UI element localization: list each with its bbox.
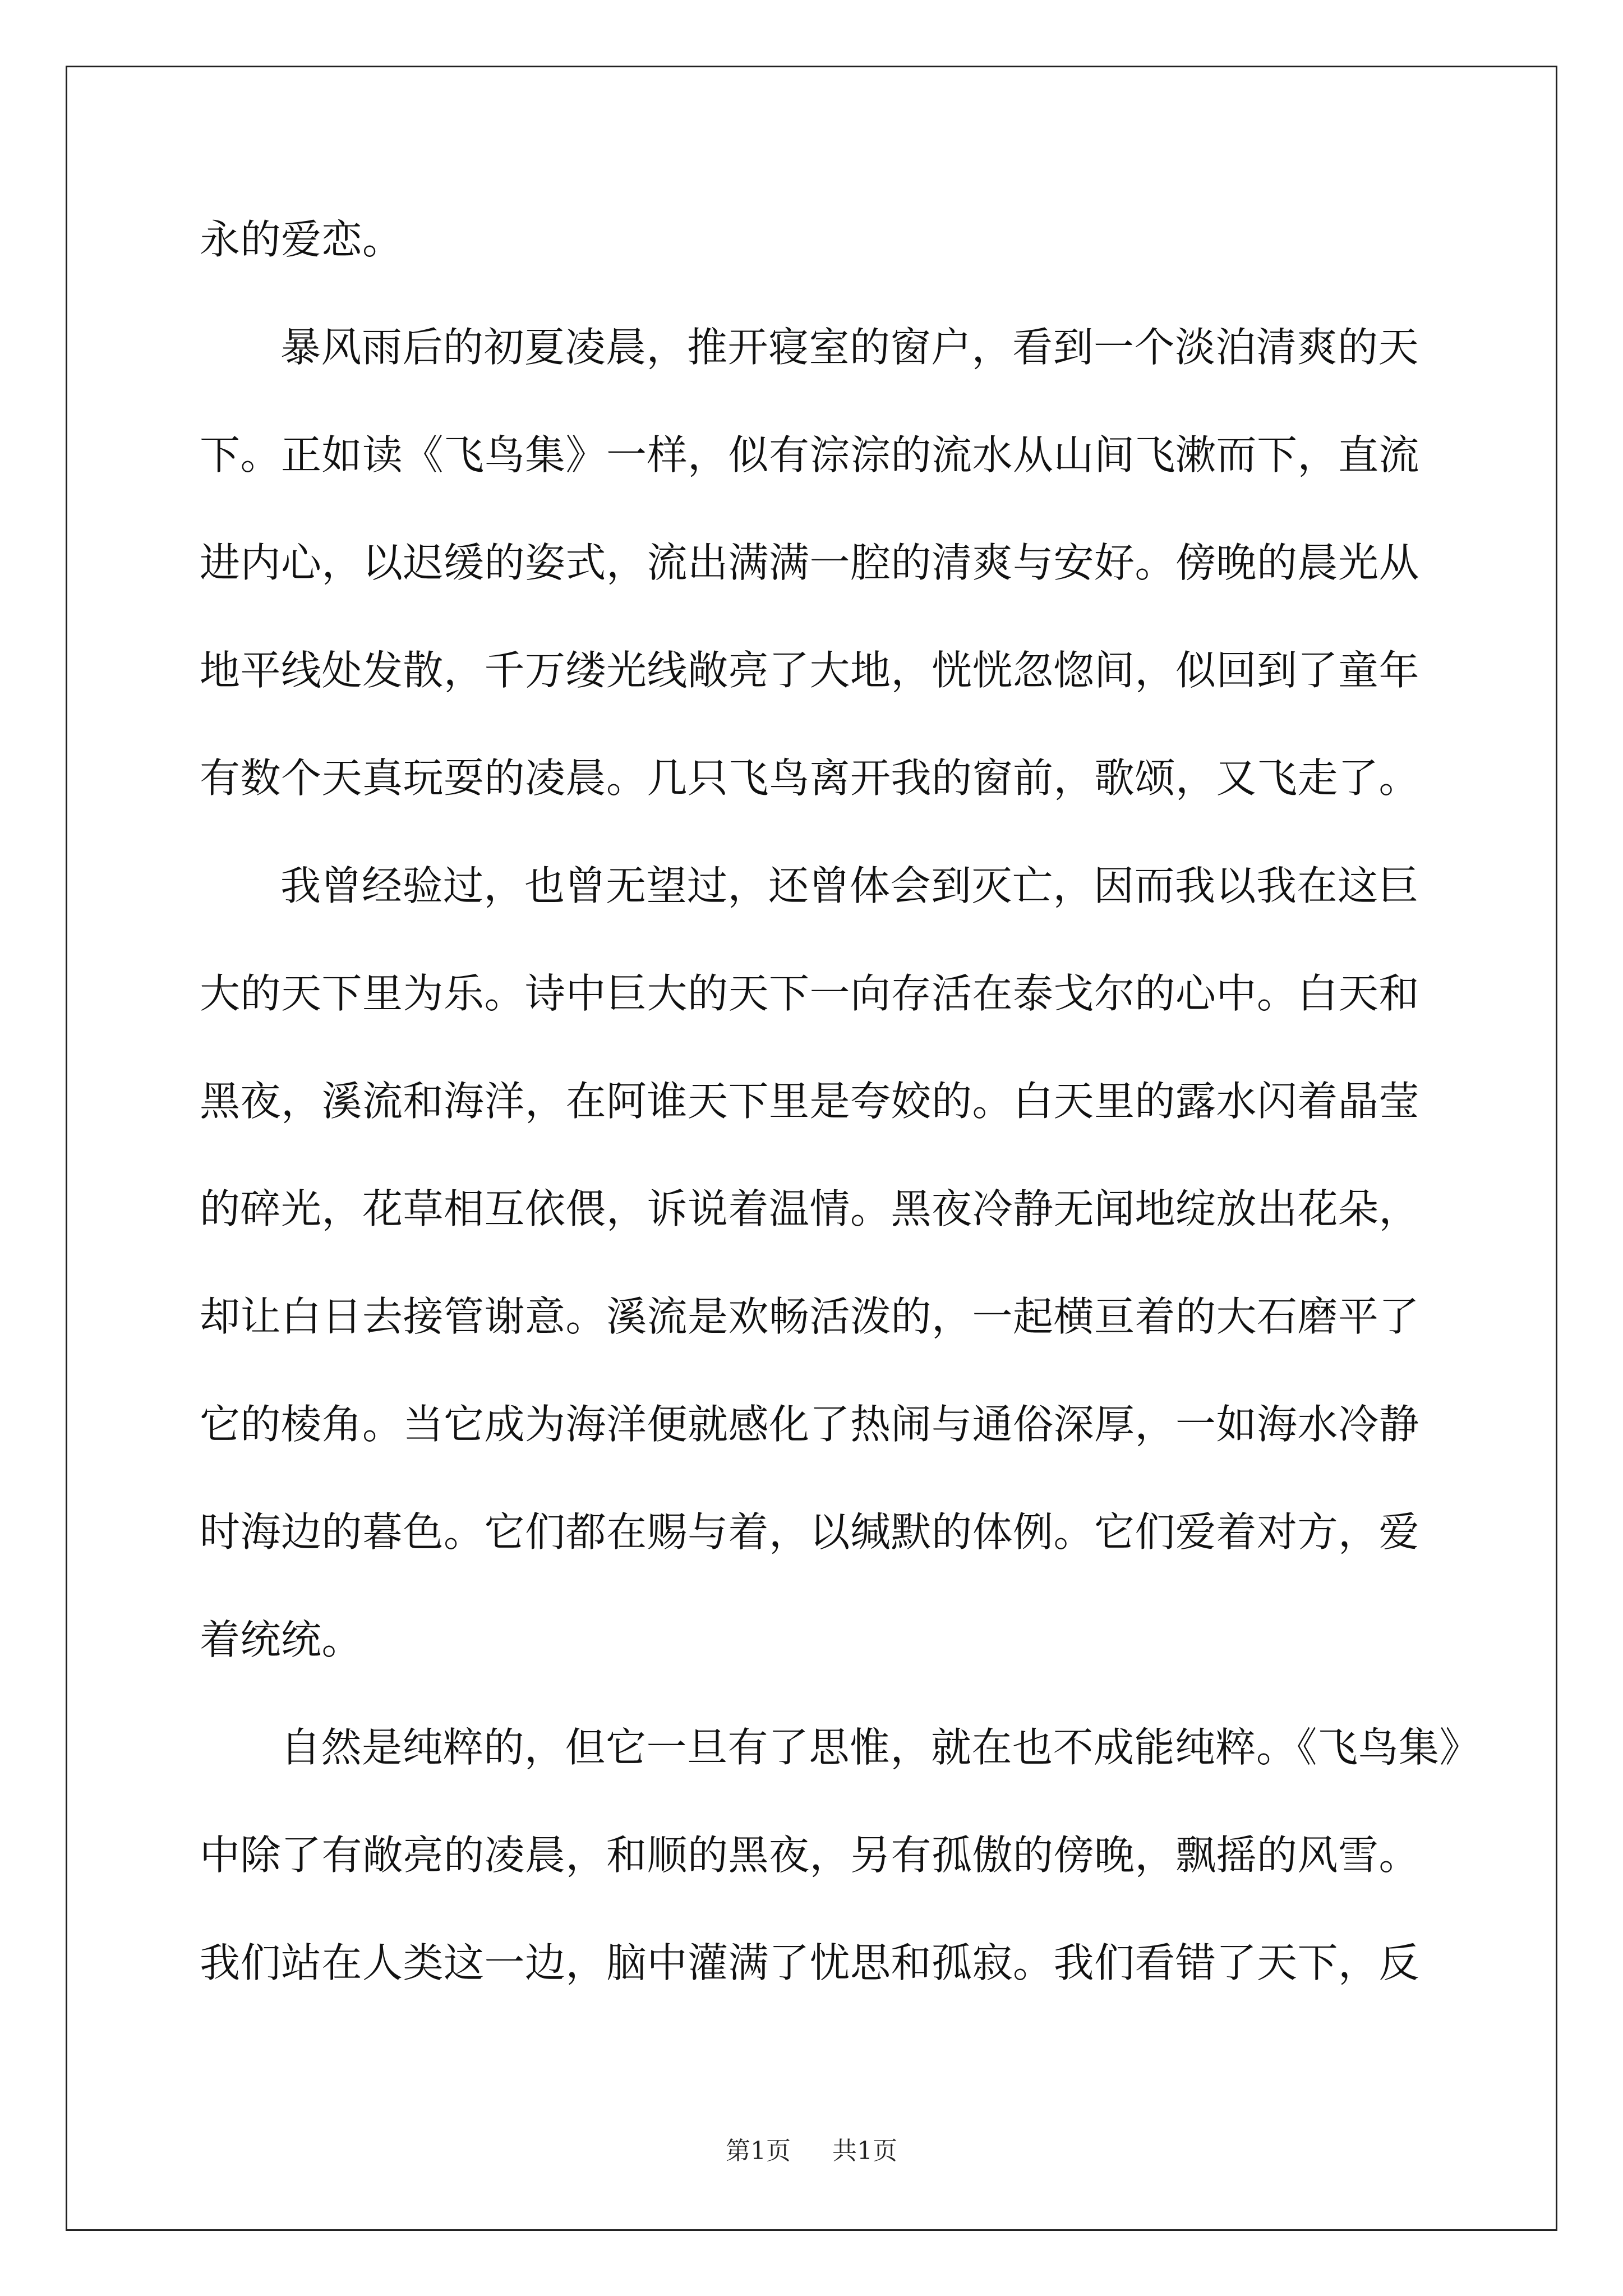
- paragraph-start-line: 暴风雨后的初夏凌晨，推开寝室的窗户，看到一个淡泊清爽的天: [280, 324, 1419, 371]
- text-line: 地平线处发散，千万缕光线敞亮了大地，恍恍忽惚间，似回到了童年: [200, 647, 1420, 694]
- text-line: 着统统。: [200, 1616, 363, 1663]
- paragraph-start-line: 自然是纯粹的，但它一旦有了思惟，就在也不成能纯粹。《飞鸟集》: [280, 1724, 1481, 1771]
- page-total: 共1页: [832, 2137, 897, 2165]
- text-line: 它的棱角。当它成为海洋便就感化了热闹与通俗深厚，一如海水冷静: [200, 1401, 1420, 1448]
- text-line: 下。正如读《飞鸟集》一样，似有淙淙的流水从山间飞漱而下，直流: [200, 431, 1420, 478]
- page-border: [66, 66, 1557, 2231]
- text-line: 的碎光，花草相互依偎，诉说着温情。黑夜冷静无闻地绽放出花朵，: [200, 1185, 1420, 1232]
- text-line: 有数个天真玩耍的凌晨。几只飞鸟离开我的窗前，歌颂，又飞走了。: [200, 754, 1420, 802]
- paragraph-start-line: 我曾经验过，也曾无望过，还曾体会到灭亡，因而我以我在这巨: [280, 862, 1419, 909]
- text-line: 时海边的暮色。它们都在赐与着，以缄默的体例。它们爱着对方，爱: [200, 1508, 1420, 1556]
- text-line: 黑夜，溪流和海洋，在阿谁天下里是夸姣的。白天里的露水闪着晶莹: [200, 1078, 1420, 1125]
- page-number: 第1页: [726, 2137, 791, 2165]
- text-line: 中除了有敞亮的凌晨，和顺的黑夜，另有孤傲的傍晚，飘摇的风雪。: [200, 1832, 1420, 1879]
- text-line: 永的爱恋。: [200, 216, 403, 263]
- text-line: 大的天下里为乐。诗中巨大的天下一向存活在泰戈尔的心中。白天和: [200, 970, 1420, 1017]
- page-footer: [0, 2134, 1623, 2168]
- text-line: 却让白日去接管谢意。溪流是欢畅活泼的，一起横亘着的大石磨平了: [200, 1293, 1420, 1340]
- text-line: 我们站在人类这一边，脑中灌满了忧思和孤寂。我们看错了天下，反: [200, 1939, 1420, 1986]
- text-line: 进内心，以迟缓的姿式，流出满满一腔的清爽与安好。傍晚的晨光从: [200, 539, 1420, 586]
